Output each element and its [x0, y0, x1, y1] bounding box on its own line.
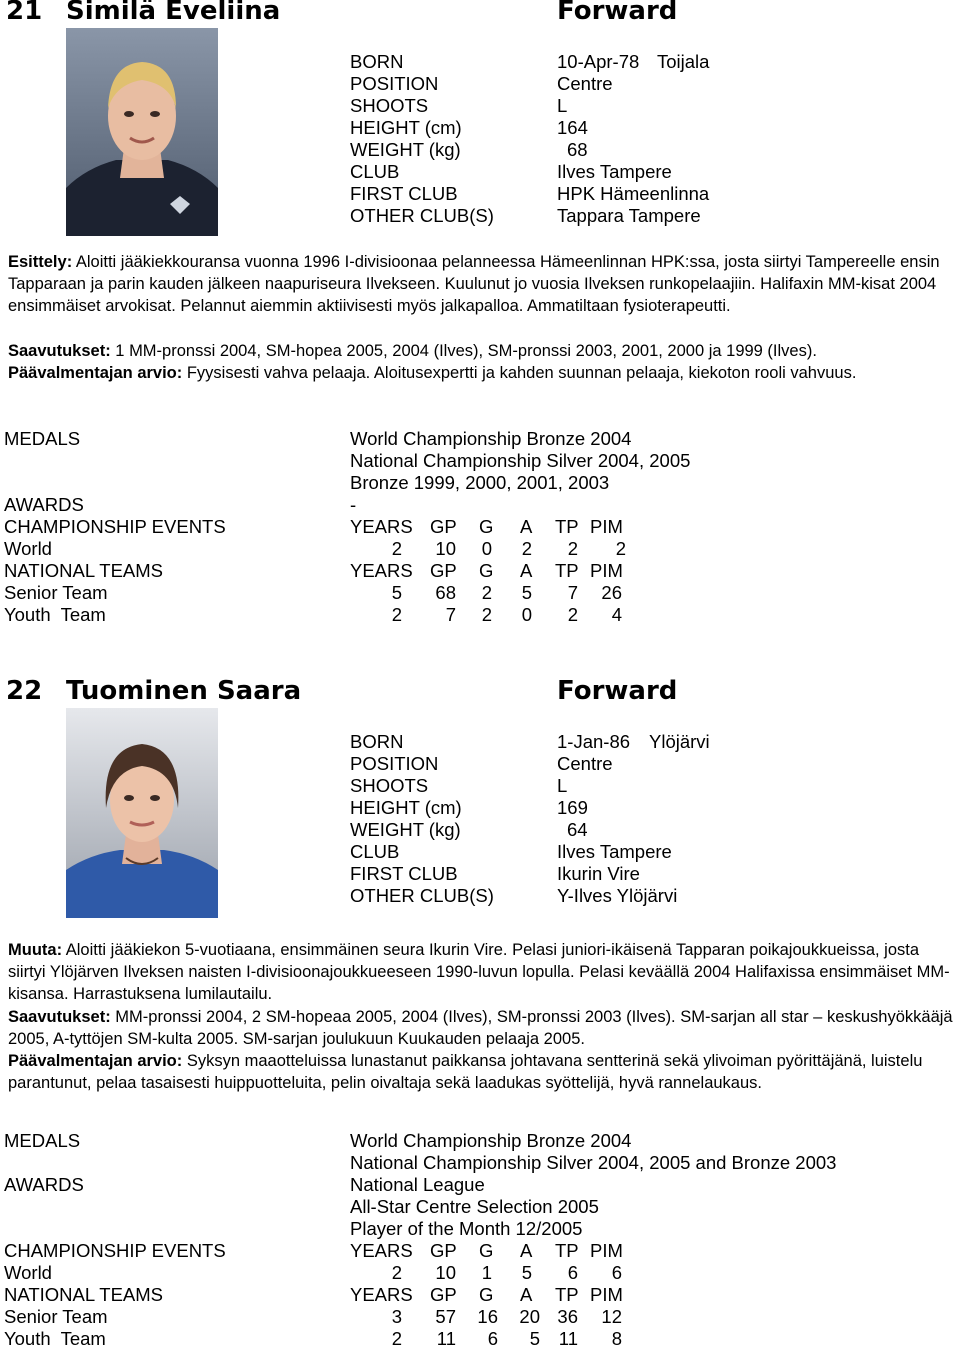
fact-value-other-clubs: Y-Ilves Ylöjärvi [557, 885, 678, 906]
cell-gp: 10 [435, 1262, 456, 1283]
fact-label-club: CLUB [350, 161, 400, 182]
award-item: All-Star Centre Selection 2005 [350, 1196, 599, 1217]
row-label: Youth Team [4, 604, 106, 625]
col-header-a: A [520, 516, 533, 537]
col-header-g: G [479, 560, 494, 581]
medal-item: World Championship Bronze 2004 [350, 1130, 632, 1151]
col-header-a: A [520, 560, 533, 581]
col-header-g: G [479, 1284, 494, 1305]
medal-item: Bronze 1999, 2000, 2001, 2003 [350, 472, 610, 493]
row-label: Senior Team [4, 582, 108, 603]
fact-label-position: POSITION [350, 753, 439, 774]
cell-g: 2 [481, 582, 492, 603]
cell-tp: 7 [567, 582, 578, 603]
national-teams-label: NATIONAL TEAMS [4, 560, 163, 581]
achievements-text: MM-pronssi 2004, 2 SM-hopeaa 2005, 2004 (Ilves), SM-pronssi 2003 (Ilves). SM-sarjan all star – keskushyökkääjä 2005, A-tyttöjen SM-kulta 2005. SM-sarjan joulukuun Kuukauden pelaaja 2005. [8, 1008, 953, 1049]
row-label: Youth Team [4, 1328, 106, 1349]
cell-years: 2 [391, 604, 402, 625]
player-photo [66, 708, 218, 918]
fact-label-club: CLUB [350, 841, 400, 862]
coach-assessment-text: Fyysisesti vahva pelaaja. Aloitusexpertti ja kahden suunnan pelaaja, kiekoton rooli vahvuus. [182, 364, 857, 382]
fact-label-height: HEIGHT (cm) [350, 797, 462, 818]
col-header-years: YEARS [350, 560, 413, 581]
col-header-tp: TP [555, 516, 579, 537]
fact-value-position: Centre [557, 73, 613, 94]
fact-value-weight: 64 [567, 819, 588, 840]
player-intro-paragraph [8, 251, 956, 318]
player-name: Tuominen Saara [66, 676, 302, 706]
fact-value-club: Ilves Tampere [557, 841, 672, 862]
award-item: National League [350, 1174, 485, 1195]
col-header-tp: TP [555, 1240, 579, 1261]
cell-g: 2 [481, 604, 492, 625]
cell-g: 1 [481, 1262, 492, 1283]
player-name: Similä Eveliina [66, 0, 281, 26]
cell-gp: 7 [445, 604, 456, 625]
award-item: - [350, 494, 357, 515]
coach-assessment-text: Syksyn maaotteluissa lunastanut paikkansa johtavana sentterinä sekä ylivoiman pyörittäjänä, luistelu parantunut, pelaa tasaisesti huippuotteluita, pelin oivaltaja sekä laadukas syöttelijä, hyvä rannelaukaus. [8, 1052, 923, 1093]
medal-item: World Championship Bronze 2004 [350, 428, 632, 449]
cell-gp: 57 [435, 1306, 456, 1327]
championship-events-label: CHAMPIONSHIP EVENTS [4, 516, 226, 537]
medal-item: National Championship Silver 2004, 2005 and Bronze 2003 [350, 1152, 837, 1173]
col-header-years: YEARS [350, 516, 413, 537]
cell-a: 0 [521, 604, 532, 625]
medals-label: MEDALS [4, 428, 81, 449]
fact-value-birthplace: Ylöjärvi [649, 731, 710, 752]
player-number: 22 [6, 676, 43, 706]
fact-value-born: 10-Apr-78 [557, 51, 640, 72]
cell-gp: 11 [436, 1328, 456, 1349]
cell-gp: 68 [435, 582, 456, 603]
other-text: Aloitti jääkiekon 5-vuotiaana, ensimmäinen seura Ikurin Vire. Pelasi juniori-ikäisenä Tapparan poikajoukkueissa, josta siirtyi Ylöjärven Ilveksen naisten I-divisioonajoukkueeseen 1990-luvun lopulla. Pelasi keväällä 2004 Halifaxissa ensimmäiset MM-kisansa. Harrastuksena lumilautailu. [8, 941, 950, 1004]
achievements-label: Saavutukset: [8, 342, 111, 360]
cell-tp: 11 [558, 1328, 578, 1349]
fact-value-born: 1-Jan-86 [557, 731, 631, 752]
cell-gp: 10 [435, 538, 456, 559]
stats-row-youth [0, 1328, 960, 1350]
cell-a: 2 [521, 538, 532, 559]
medals-label: MEDALS [4, 1130, 81, 1151]
cell-g: 0 [481, 538, 492, 559]
cell-pim: 8 [611, 1328, 622, 1349]
player-position-title: Forward [557, 0, 678, 26]
cell-years: 2 [391, 1328, 402, 1349]
col-header-years: YEARS [350, 1284, 413, 1305]
fact-value-shoots: L [557, 775, 568, 796]
stats-row-senior [0, 582, 960, 604]
col-header-pim: PIM [590, 560, 623, 581]
cell-a: 20 [519, 1306, 540, 1327]
fact-value-first-club: HPK Hämeenlinna [557, 183, 710, 204]
fact-label-first-club: FIRST CLUB [350, 863, 458, 884]
fact-value-position: Centre [557, 753, 613, 774]
cell-pim: 12 [601, 1306, 622, 1327]
row-label: Senior Team [4, 1306, 108, 1327]
col-header-years: YEARS [350, 1240, 413, 1261]
achievements-paragraph [8, 1006, 956, 1050]
col-header-a: A [520, 1240, 533, 1261]
col-header-a: A [520, 1284, 533, 1305]
cell-g: 16 [477, 1306, 498, 1327]
cell-pim: 4 [611, 604, 622, 625]
player-position-title: Forward [557, 676, 678, 706]
cell-years: 2 [391, 538, 402, 559]
cell-pim: 26 [601, 582, 622, 603]
col-header-tp: TP [555, 560, 579, 581]
cell-tp: 6 [567, 1262, 578, 1283]
stats-header-row [0, 560, 960, 582]
fact-value-club: Ilves Tampere [557, 161, 672, 182]
fact-label-weight: WEIGHT (kg) [350, 819, 461, 840]
stats-header-row [0, 1240, 960, 1262]
cell-tp: 2 [567, 604, 578, 625]
stats-row-world [0, 1262, 960, 1284]
stats-row-world [0, 538, 960, 560]
stats-row-youth [0, 604, 960, 626]
fact-label-other-clubs: OTHER CLUB(S) [350, 885, 494, 906]
col-header-g: G [479, 1240, 494, 1261]
col-header-pim: PIM [590, 1284, 623, 1305]
stats-header-row [0, 516, 960, 538]
fact-label-shoots: SHOOTS [350, 95, 429, 116]
player-number: 21 [6, 0, 43, 26]
fact-value-height: 169 [557, 797, 588, 818]
awards-label: AWARDS [4, 494, 84, 515]
col-header-gp: GP [430, 516, 457, 537]
player-other-paragraph [8, 939, 956, 1006]
national-teams-label: NATIONAL TEAMS [4, 1284, 163, 1305]
col-header-gp: GP [430, 560, 457, 581]
achievements-paragraph [8, 340, 956, 362]
coach-assessment-label: Päävalmentajan arvio: [8, 1052, 183, 1070]
col-header-gp: GP [430, 1284, 457, 1305]
coach-assessment-paragraph [8, 1050, 956, 1094]
coach-assessment-paragraph [8, 362, 956, 384]
fact-value-other-clubs: Tappara Tampere [557, 205, 701, 226]
col-header-tp: TP [555, 1284, 579, 1305]
cell-tp: 2 [567, 538, 578, 559]
cell-g: 6 [487, 1328, 498, 1349]
col-header-pim: PIM [590, 1240, 623, 1261]
stats-row-senior [0, 1306, 960, 1328]
fact-label-weight: WEIGHT (kg) [350, 139, 461, 160]
cell-a: 5 [529, 1328, 540, 1349]
fact-label-height: HEIGHT (cm) [350, 117, 462, 138]
intro-text: Aloitti jääkiekkouransa vuonna 1996 I-divisioonaa pelanneessa Hämeenlinnan HPK:ssa, josta siirtyi Tampereelle ensin Tapparaan ja parin kauden jälkeen naapuriseura Ilvekseen. Kuulunut jo vuosia Ilveksen runkopelaajiin. Halifaxin MM-kisat 2004 ensimmäiset arvokisat. Pelannut aiemmin aktiivisesti myös jalkapalloa. Ammatiltaan fysioterapeutti. [8, 253, 940, 316]
other-label: Muuta: [8, 941, 63, 959]
fact-label-born: BORN [350, 731, 404, 752]
medal-item: National Championship Silver 2004, 2005 [350, 450, 691, 471]
col-header-pim: PIM [590, 516, 623, 537]
achievements-text: 1 MM-pronssi 2004, SM-hopea 2005, 2004 (Ilves), SM-pronssi 2003, 2001, 2000 ja 1999 (Ilves). [110, 342, 817, 360]
col-header-gp: GP [430, 1240, 457, 1261]
fact-label-shoots: SHOOTS [350, 775, 429, 796]
fact-label-other-clubs: OTHER CLUB(S) [350, 205, 494, 226]
intro-label: Esittely: [8, 253, 73, 271]
cell-years: 3 [391, 1306, 402, 1327]
coach-assessment-label: Päävalmentajan arvio: [8, 364, 183, 382]
col-header-g: G [479, 516, 494, 537]
cell-tp: 36 [557, 1306, 578, 1327]
row-label: World [4, 1262, 52, 1283]
cell-a: 5 [521, 582, 532, 603]
fact-value-height: 164 [557, 117, 588, 138]
cell-pim: 2 [615, 538, 626, 559]
fact-value-first-club: Ikurin Vire [557, 863, 640, 884]
fact-value-weight: 68 [567, 139, 588, 160]
award-item: Player of the Month 12/2005 [350, 1218, 583, 1239]
fact-value-birthplace: Toijala [657, 51, 710, 72]
row-label: World [4, 538, 52, 559]
championship-events-label: CHAMPIONSHIP EVENTS [4, 1240, 226, 1261]
cell-years: 2 [391, 1262, 402, 1283]
fact-label-position: POSITION [350, 73, 439, 94]
player-photo [66, 28, 218, 236]
achievements-label: Saavutukset: [8, 1008, 111, 1026]
fact-value-shoots: L [557, 95, 568, 116]
cell-years: 5 [391, 582, 402, 603]
cell-pim: 6 [611, 1262, 622, 1283]
cell-a: 5 [521, 1262, 532, 1283]
fact-label-first-club: FIRST CLUB [350, 183, 458, 204]
awards-label: AWARDS [4, 1174, 84, 1195]
stats-header-row [0, 1284, 960, 1306]
fact-label-born: BORN [350, 51, 404, 72]
